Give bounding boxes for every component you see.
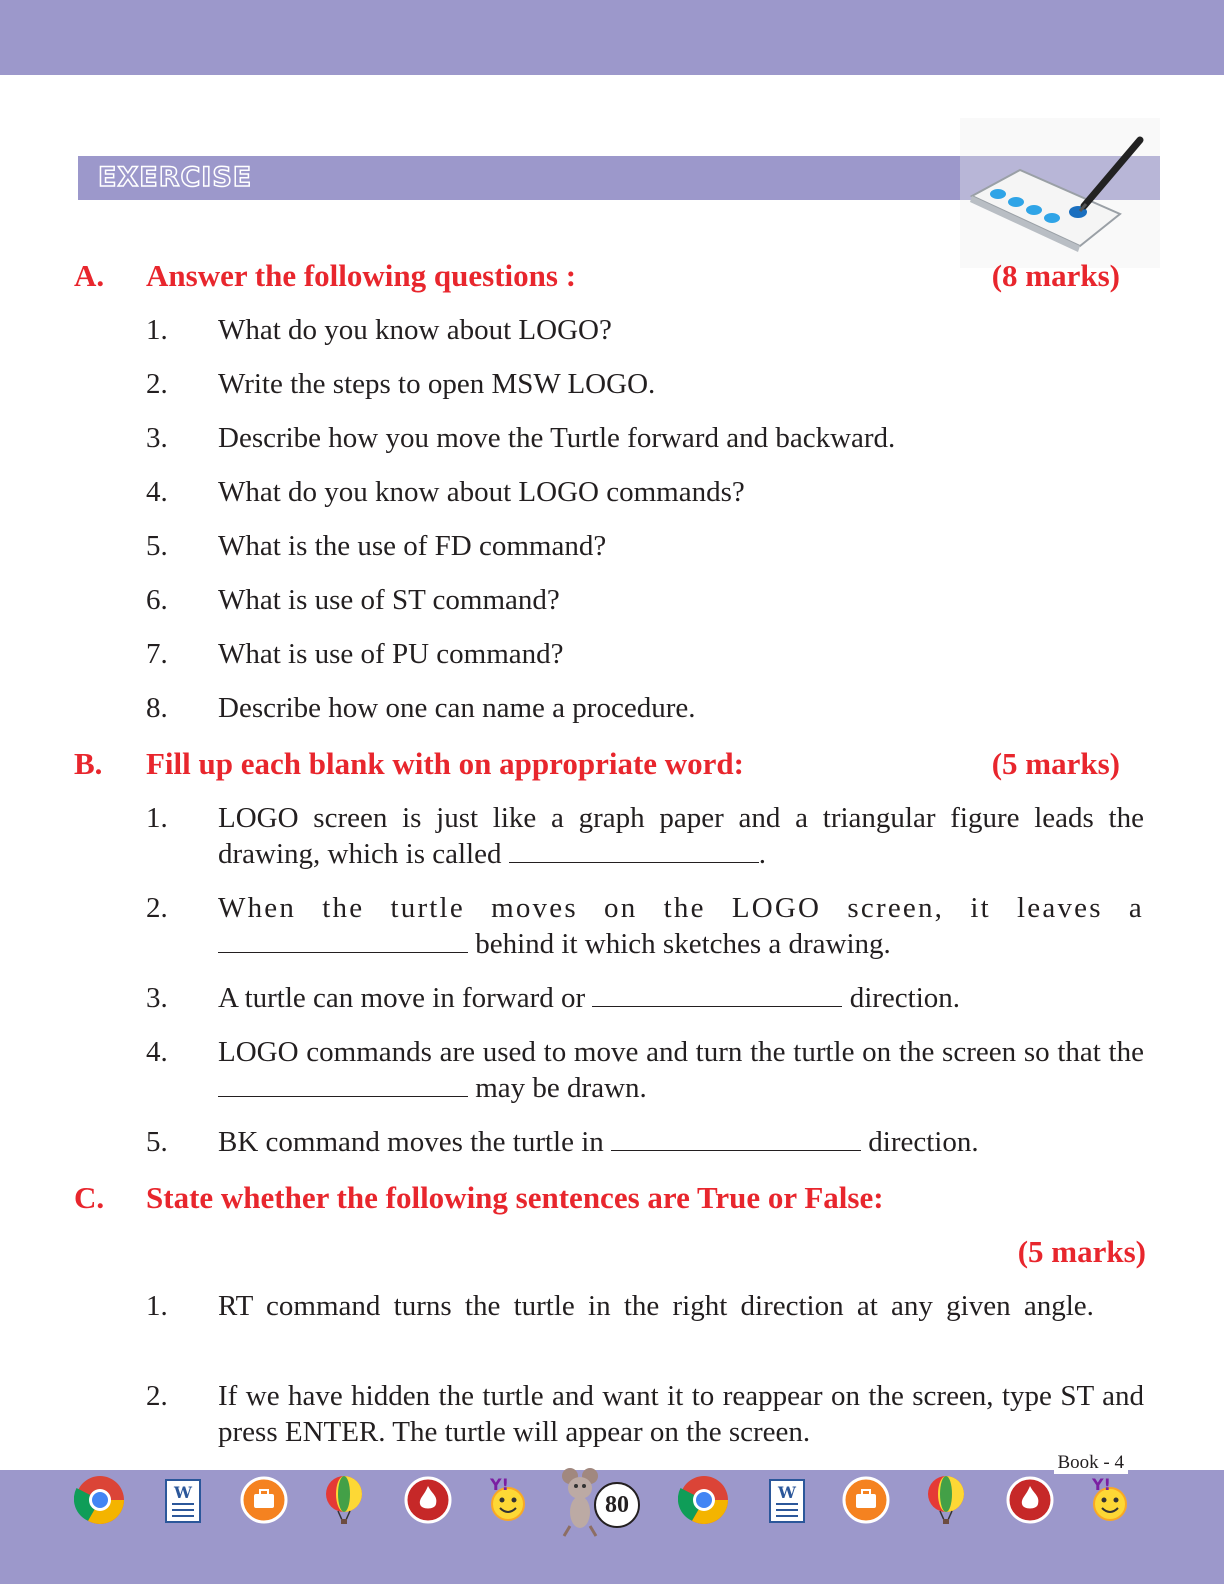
section-c-marks: (5 marks) (1017, 1234, 1146, 1269)
answer-blank (509, 839, 759, 863)
question-text: BK command moves the turtle in (218, 1126, 612, 1158)
svg-text:Y!: Y! (1092, 1475, 1111, 1494)
balloon-icon (920, 1474, 972, 1526)
answer-sheet-pen-icon (960, 118, 1160, 268)
question-number: 7. (146, 638, 168, 670)
answer-blank (218, 929, 468, 953)
question-text: RT command turns the turtle in the right direction at any given angle. (218, 1290, 1094, 1322)
question-number: 1. (146, 1290, 168, 1322)
question-text: LOGO screen is just like a graph paper and a triangular figure leads the drawing, which is called (218, 802, 1144, 870)
section-a-letter: A. (74, 258, 105, 293)
top-band (0, 0, 1224, 75)
section-a-title: Answer the following questions : (146, 258, 577, 293)
section-b-marks: (5 marks) (991, 746, 1120, 781)
section-b-title: Fill up each blank with on appropriate word: (146, 746, 744, 781)
question-number: 2. (146, 892, 168, 924)
chrome-icon (678, 1474, 730, 1526)
question-text-end: may be drawn. (468, 1072, 647, 1104)
question-text: What is use of PU command? (218, 638, 564, 670)
question-text: What do you know about LOGO? (218, 314, 612, 346)
question-text-end: direction. (842, 982, 961, 1014)
answer-blank (218, 1073, 468, 1097)
question-number: 1. (146, 802, 168, 834)
question-text: Describe how one can name a procedure. (218, 692, 696, 724)
svg-text:W: W (174, 1483, 192, 1502)
briefcase-icon (840, 1474, 892, 1526)
svg-text:W: W (778, 1483, 796, 1502)
svg-text:Y!: Y! (490, 1475, 509, 1494)
page-number: 80 (594, 1482, 640, 1528)
question-text-end: . (758, 838, 766, 870)
question-text: LOGO commands are used to move and turn the turtle on the screen so that the (218, 1036, 1144, 1068)
fire-icon (1004, 1474, 1056, 1526)
question-text: What is use of ST command? (218, 584, 560, 616)
fire-icon (402, 1474, 454, 1526)
question-number: 2. (146, 368, 168, 400)
book-label: Book - 4 (1054, 1452, 1129, 1474)
question-number: 3. (146, 422, 168, 454)
section-b-letter: B. (74, 746, 103, 781)
briefcase-icon (238, 1474, 290, 1526)
word-icon (760, 1474, 812, 1526)
section-c-title: State whether the following sentences are True or False: (146, 1180, 884, 1215)
question-text: If we have hidden the turtle and want it to reappear on the screen, type ST and press ENTER. The turtle will appear on the screen. (218, 1380, 1144, 1448)
balloon-icon (318, 1474, 370, 1526)
yahoo-messenger-icon (484, 1474, 536, 1526)
question-number: 8. (146, 692, 168, 724)
question-number: 4. (146, 1036, 168, 1068)
question-text: A turtle can move in forward or (218, 982, 593, 1014)
question-number: 5. (146, 530, 168, 562)
word-icon (156, 1474, 208, 1526)
question-text: Write the steps to open MSW LOGO. (218, 368, 656, 400)
question-number: 5. (146, 1126, 168, 1158)
question-text: When the turtle moves on the LOGO screen, it leaves a (218, 892, 1144, 924)
question-number: 1. (146, 314, 168, 346)
section-a-marks: (8 marks) (991, 258, 1120, 293)
yahoo-messenger-icon (1086, 1474, 1138, 1526)
question-number: 6. (146, 584, 168, 616)
question-number: 2. (146, 1380, 168, 1412)
question-text-end: direction. (861, 1126, 979, 1158)
answer-blank (611, 1127, 861, 1151)
chrome-icon (74, 1474, 126, 1526)
question-text: What is the use of FD command? (218, 530, 607, 562)
section-c-letter: C. (74, 1180, 105, 1215)
question-text-end: behind it which sketches a drawing. (468, 928, 891, 960)
question-text: What do you know about LOGO commands? (218, 476, 745, 508)
question-number: 4. (146, 476, 168, 508)
exercise-title: EXERCISE (98, 162, 253, 193)
question-text: Describe how you move the Turtle forward and backward. (218, 422, 896, 454)
answer-blank (592, 983, 842, 1007)
question-number: 3. (146, 982, 168, 1014)
